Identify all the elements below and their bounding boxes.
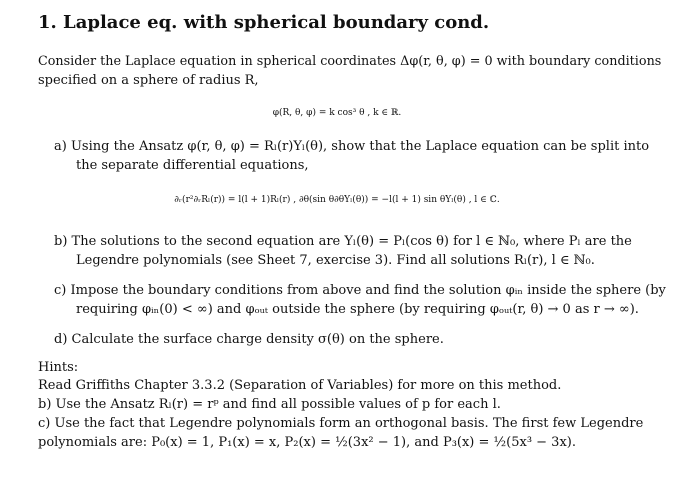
intro-line-2: specified on a sphere of radius R, [38,73,259,88]
part-c-line-2: requiring φᵢₙ(0) < ∞) and φₒᵤₜ outside the sphere (by requiring φₒᵤₜ(r, θ) → 0 as r → ∞). [76,302,639,317]
part-a-line-1: a) Using the Ansatz φ(r, θ, φ) = Rₗ(r)Yₗ(θ), show that the Laplace equation can be split into [54,139,650,154]
part-a-line-2: the separate differential equations, [76,158,309,173]
intro-line-1: Consider the Laplace equation in spherical coordinates Δφ(r, θ, φ) = 0 with boundary conditions [38,54,662,69]
separated-ode-equation: ∂ᵣ(r²∂ᵣRₗ(r)) = l(l + 1)Rₗ(r) , ∂θ(sin θ∂θYₗ(θ)) = −l(l + 1) sin θYₗ(θ) , l ∈ ℂ. [174,195,500,205]
hints-heading: Hints: [38,360,79,375]
part-b-line-2: Legendre polynomials (see Sheet 7, exercise 3). Find all solutions Rₗ(r), l ∈ ℕ₀. [76,253,595,268]
part-d-line-1: d) Calculate the surface charge density σ(θ) on the sphere. [54,332,444,347]
hint-line-1: Read Griffiths Chapter 3.3.2 (Separation of Variables) for more on this method. [38,378,562,393]
exercise-title: 1. Laplace eq. with spherical boundary cond. [38,12,490,33]
boundary-condition-equation: φ(R, θ, φ) = k cos³ θ , k ∈ ℝ. [272,108,402,118]
hint-line-2: b) Use the Ansatz Rₗ(r) = rᵖ and find all possible values of p for each l. [38,397,501,412]
hint-line-4: polynomials are: P₀(x) = 1, P₁(x) = x, P₂(x) = ½(3x² − 1), and P₃(x) = ½(5x³ − 3x). [38,435,576,450]
hint-line-3: c) Use the fact that Legendre polynomials form an orthogonal basis. The first few Legendre [38,416,644,431]
part-c-line-1: c) Impose the boundary conditions from above and find the solution φᵢₙ inside the sphere (by [54,283,666,298]
part-b-line-1: b) The solutions to the second equation are Yₗ(θ) = Pₗ(cos θ) for l ∈ ℕ₀, where Pₗ are the [54,234,632,249]
